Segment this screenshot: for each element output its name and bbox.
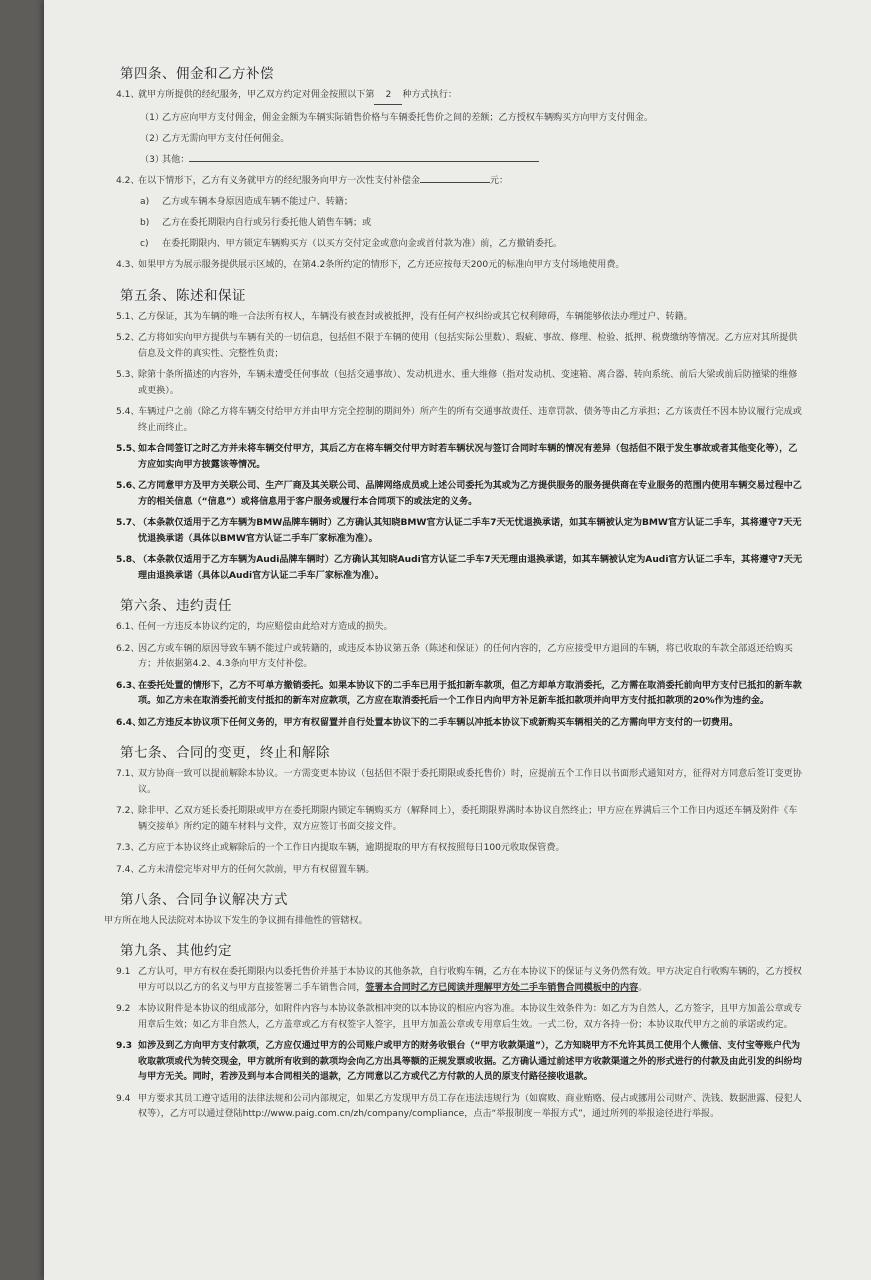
clause-text: 任何一方违反本协议约定的，均应赔偿由此给对方造成的损失。: [138, 622, 393, 632]
clause-number: 5.1、: [116, 311, 140, 322]
clause-number: 5.6、: [116, 481, 142, 491]
clause-number: 9.3: [116, 1041, 133, 1051]
case-number: c): [140, 239, 149, 249]
article-6-clauses: [104, 620, 804, 731]
clause-text: 乙方未清偿完毕对甲方的任何欠款前，甲方有权留置车辆。: [138, 864, 375, 875]
clause-9-1: [104, 965, 804, 996]
clause-text: 车辆过户之前（除乙方将车辆交付给甲方并由甲方完全控制的期间外）所产生的所有交通事故责任、违章罚款、债务等由乙方承担；乙方该责任不因本协议履行完成或终止而终止。: [138, 407, 802, 433]
fill-blank-method: 2: [374, 88, 402, 105]
clause-text: 乙方同意甲方及甲方关联公司、生产厂商及其关联公司、品牌网络成员或上述公司委托为其或为乙方提供服务的服务提供商在专业服务的范围内使用车辆交易过程中乙方的相关信息（“信息”）或将信息用于客户服务或履行本合同项下的或法定的义务。: [138, 481, 802, 507]
case-text: 乙方在委托期限内自行或另行委托他人销售车辆；或: [162, 218, 372, 228]
case-text: 乙方或车辆本身原因造成车辆不能过户、转籍；: [162, 197, 353, 207]
clause-text-end: 。: [638, 982, 648, 993]
clause-item: [104, 716, 804, 732]
clause-text: 如本合同签订之时乙方并未将车辆交付甲方，其后乙方在将车辆交付甲方时若车辆状况与签订合同时车辆的情况有差异（包括但不限于发生事故或者其他变化等），乙方应如实向甲方披露该等情况。: [138, 444, 798, 470]
clause-number: 5.2、: [116, 333, 140, 343]
option-text: 乙方无需向甲方支付任何佣金。: [162, 133, 290, 144]
clause-number: 9.4: [116, 1093, 131, 1104]
clause-text: 就甲方所提供的经纪服务，甲乙双方约定对佣金按照以下第: [138, 90, 375, 100]
clause-item: [104, 310, 804, 326]
clause-text: 因乙方或车辆的原因导致车辆不能过户或转籍的，或违反本协议第五条（陈述和保证）的任何内容的，乙方应接受甲方退回的车辆，将已收取的车款全部返还给购买方；并依据第4.2、4.3条向甲方支付补偿。: [138, 643, 793, 669]
case-number: a): [140, 197, 150, 207]
clause-number: 6.1、: [116, 622, 140, 632]
fill-blank-other: [189, 161, 539, 162]
underlined-acknowledgement: 签署本合同时乙方已阅读并理解甲方处二手车销售合同模板中的内容: [365, 982, 639, 993]
clause-text: 如果甲方为展示服务提供展示区域的，在第4.2条所约定的情形下，乙方还应按每天200元的标准向甲方支付场地使用费。: [138, 260, 625, 270]
option-3: [104, 153, 804, 168]
article-8-title: 第八条、合同争议解决方式: [120, 892, 288, 908]
clause-number: 5.7、: [116, 518, 142, 528]
clause-number: 5.3、: [116, 370, 140, 380]
article-7-title: 第七条、合同的变更，终止和解除: [120, 745, 330, 761]
clause-text: 乙方将如实向甲方提供与车辆有关的一切信息，包括但不限于车辆的使用（包括实际公里数）、瑕疵、事故、修理、检验、抵押、税费缴纳等情况。乙方应对其所提供信息及文件的真实性、完整性负责；: [138, 333, 798, 359]
contract-page: [44, 0, 871, 1280]
article-5-title: 第五条、陈述和保证: [120, 287, 246, 304]
clause-number: 7.2、: [116, 806, 140, 816]
clause-number: 5.4、: [116, 407, 140, 417]
article-7-clauses: [104, 767, 804, 878]
option-2: [104, 132, 804, 147]
clause-4-1: [104, 88, 804, 105]
clause-text: （本条款仅适用于乙方车辆为Audi品牌车辆时）乙方确认其知晓Audi官方认证二手车7天无理由退换承诺，如其车辆被认定为Audi官方认证二手车，其将遵守7天无理由退换承诺（具体以Audi官方认证二手车厂家标准为准）。: [138, 555, 803, 581]
clause-number: 6.2、: [116, 643, 140, 654]
clause-item: [104, 642, 804, 673]
clause-9-4: [104, 1092, 804, 1123]
clause-text: 甲方要求其员工遵守适用的法律法规和公司内部规定，如果乙方发现甲方员工存在违法违规行为（如腐败、商业贿赂、侵占或挪用公司财产、洗钱、数据泄露、侵犯人权等），乙方可以通过登陆http://www.paig.com.cn/zh/company/compliance，点击“举报制度－举报方式”，通过所列的举报途径进行举报。: [138, 1093, 802, 1119]
clause-item: [104, 804, 804, 835]
clause-number: 5.5、: [116, 444, 142, 454]
clause-text: 在以下情形下，乙方有义务就甲方的经纪服务向甲方一次性支付补偿金: [138, 175, 420, 186]
clause-4-3: [104, 258, 804, 274]
clause-number: 4.2、: [116, 175, 140, 186]
clause-text: 如涉及到乙方向甲方支付款项，乙方应仅通过甲方的公司账户或甲方的财务收银台（“甲方收款渠道”），乙方知晓甲方不允许其员工使用个人微信、支付宝等账户代为收取款项或代为转交现金，甲方就所有收到的款项均会向乙方出具等额的正规发票或收据。乙方确认通过前述甲方收款渠道之外的形式进行的付款及由此引发的纠纷均与甲方无关。同时，若涉及到与本合同相关的退款，乙方同意以乙方或代乙方付款的人员的原支付路径接收退款。: [138, 1041, 802, 1082]
case-b: [104, 216, 804, 231]
option-text: 乙方应向甲方支付佣金，佣金金额为车辆实际销售价格与车辆委托售价之间的差额；乙方授权车辆购买方向甲方支付佣金。: [162, 112, 654, 123]
clause-9-3: [104, 1039, 804, 1086]
clause-item: [104, 368, 804, 399]
article-5-clauses: [104, 310, 804, 585]
clause-number: 7.3、: [116, 843, 140, 853]
clause-number: 4.3、: [116, 260, 140, 270]
clause-text: 在委托处置的情形下，乙方不可单方撤销委托。如果本协议下的二手车已用于抵扣新车款项，但乙方却单方取消委托，乙方需在取消委托前向甲方支付已抵扣的新车款项。如乙方未在取消委托前支付抵扣的新车对应款项，乙方应在取消委托后一个工作日内向甲方补足新车抵扣款项并向甲方支付抵扣款项的20%作为违约金。: [138, 680, 802, 706]
clause-item: [104, 516, 804, 547]
clause-item: [104, 442, 804, 473]
option-1: [104, 111, 804, 126]
clause-number: 9.1: [116, 967, 131, 977]
clause-text: 双方协商一致可以提前解除本协议。一方需变更本协议（包括但不限于委托期限或委托售价）时，应提前五个工作日以书面形式通知对方，征得对方同意后签订变更协议。: [138, 769, 802, 795]
clause-number: 5.8、: [116, 555, 142, 565]
option-number: （2）: [140, 133, 164, 144]
case-a: [104, 195, 804, 210]
article-6-title: 第六条、违约责任: [120, 598, 232, 614]
clause-text: 乙方应于本协议终止或解除后的一个工作日内提取车辆，逾期提取的甲方有权按照每日100元收取保管费。: [138, 843, 565, 853]
clause-item: [104, 405, 804, 436]
case-text: 在委托期限内、甲方锁定车辆购买方（以买方交付定金或意向金或首付款为准）前，乙方撤销委托。: [162, 239, 563, 249]
fill-blank-amount: [420, 182, 490, 183]
clause-item: [104, 679, 804, 710]
clause-text: 元：: [489, 175, 509, 186]
clause-number: 7.1、: [116, 769, 140, 779]
clause-item: [104, 863, 804, 879]
clause-item: [104, 767, 804, 798]
clause-item: [104, 331, 804, 362]
article-9-title: 第九条、其他约定: [120, 943, 232, 959]
case-number: b): [140, 218, 150, 228]
clause-item: [104, 620, 804, 636]
clause-text: 种方式执行：: [402, 90, 458, 100]
clause-text: 乙方保证，其为车辆的唯一合法所有权人，车辆没有被查封或被抵押，没有任何产权纠纷或其它权利障碍，车辆能够依法办理过户、转籍。: [138, 311, 693, 322]
article-4-title: 第四条、佣金和乙方补偿: [120, 66, 274, 82]
clause-item: [104, 553, 804, 584]
clause-item: [104, 479, 804, 510]
clause-text: 乙方认可，甲方有权在委托期限内以委托售价并基于本协议的其他条款，自行收购车辆，乙方在本协议下的保证与义务仍然有效。甲方决定自行收购车辆的，乙方授权甲方可以以乙方的名义与甲方直接签署二手车销售合同，: [138, 967, 802, 993]
clause-number: 7.4、: [116, 864, 140, 875]
option-number: （3）: [140, 154, 164, 165]
clause-text: 除非甲、乙双方延长委托期限或甲方在委托期限内锁定车辆购买方（解释同上），委托期限界满时本协议自然终止；甲方应在界满后三个工作日内返还车辆及附件《车辆交接单》所约定的随车材料与文件，双方应签订书面交接文件。: [138, 806, 798, 832]
clause-number: 6.4、: [116, 717, 142, 728]
clause-number: 4.1、: [116, 90, 140, 100]
clause-text: （本条款仅适用于乙方车辆为BMW品牌车辆时）乙方确认其知晓BMW官方认证二手车7天无忧退换承诺，如其车辆被认定为BMW官方认证二手车，其将遵守7天无忧退换承诺（具体以BMW官方认证二手车厂家标准为准）。: [138, 518, 802, 544]
option-number: （1）: [140, 112, 164, 123]
clause-4-2: [104, 174, 804, 190]
clause-number: 6.3、: [116, 680, 142, 691]
article-8-text: 甲方所在地人民法院对本协议下发生的争议拥有排他性的管辖权。: [104, 916, 368, 926]
option-text: 其他：: [162, 154, 190, 165]
clause-number: 9.2: [116, 1004, 131, 1014]
clause-text: 如乙方违反本协议项下任何义务的，甲方有权留置并自行处置本协议下的二手车辆以冲抵本协议下或新购买车辆相关的乙方需向甲方支付的一切费用。: [138, 717, 739, 728]
clause-item: [104, 841, 804, 857]
clause-9-2: [104, 1002, 804, 1033]
case-c: [104, 237, 804, 252]
contract-content: [104, 62, 804, 1129]
clause-text: 本协议附件是本协议的组成部分，如附件内容与本协议条款相冲突的以本协议的相应内容为准。本协议生效条件为：如乙方为自然人，乙方签字，且甲方加盖公章或专用章后生效；如乙方非自然人，乙方盖章或乙方有权签字人签字，且甲方加盖公章或专用章后生效。一式二份，双方各持一份；本协议取代甲方之前的承诺或约定。: [138, 1004, 802, 1030]
clause-text: 除第十条所描述的内容外，车辆未遭受任何事故（包括交通事故）、发动机进水、重大维修（指对发动机、变速箱、离合器、转向系统、前后大梁或前后防撞梁的维修或更换）。: [138, 370, 798, 396]
